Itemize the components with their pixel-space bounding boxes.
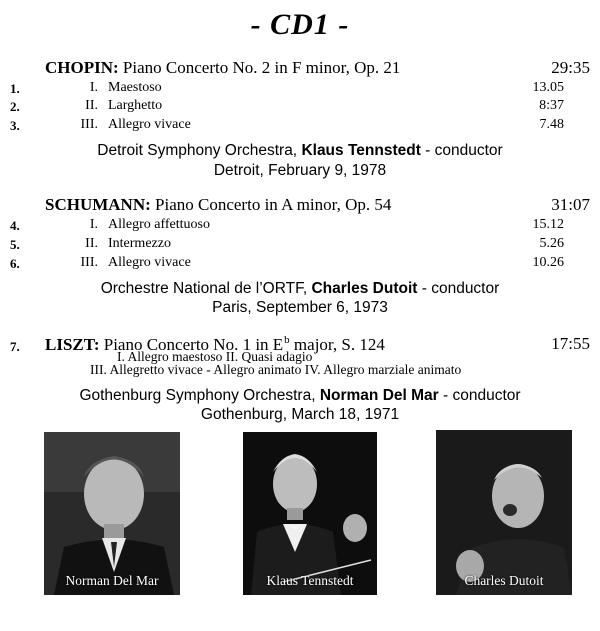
recording-place-date: Paris, September 6, 1973	[212, 299, 388, 316]
movement-name: Allegro affettuoso	[108, 217, 210, 232]
track-number: 5.	[10, 237, 20, 252]
track-number: 3.	[10, 118, 20, 133]
performers-credit	[0, 280, 600, 298]
photo-klaus-tennstedt	[243, 432, 377, 595]
conductor-role: - conductor	[425, 142, 503, 159]
disc-title: - CD1 -	[250, 8, 350, 41]
track-number: 4.	[10, 218, 20, 233]
track-number: 1.	[10, 81, 20, 96]
movement-number: I.	[89, 217, 98, 232]
recording-place-date: Detroit, February 9, 1978	[213, 162, 387, 179]
orchestra-name: Orchestre National de l’ORTF,	[100, 280, 308, 297]
movement-time: 10.26	[532, 255, 564, 270]
movement-number: III.	[80, 255, 98, 270]
movement-time: 15.12	[532, 217, 564, 232]
performers-credit	[0, 142, 600, 160]
movement-time: 8:37	[539, 98, 564, 113]
movement-name: Larghetto	[108, 98, 163, 113]
photo-charles-dutoit	[436, 430, 572, 595]
movement-number: I.	[89, 80, 98, 95]
track-number: 7.	[10, 339, 20, 354]
movement-name: Allegro vivace	[108, 117, 191, 132]
composer-name: CHOPIN:	[45, 58, 119, 77]
photo-norman-del-mar	[44, 432, 180, 595]
movement-time: 7.48	[539, 117, 564, 132]
work-heading-chopin	[45, 58, 400, 78]
movement-name: Allegro vivace	[108, 255, 191, 270]
work-duration: 29:35	[551, 58, 590, 77]
photo-caption: Klaus Tennstedt	[266, 573, 354, 588]
work-title: Piano Concerto No. 1 in E	[103, 335, 284, 354]
movements-line: I. Allegro maestoso II. Quasi adagio	[117, 349, 313, 364]
portrait-image	[243, 432, 377, 595]
portrait-image	[44, 432, 180, 595]
orchestra-name: Gothenburg Symphony Orchestra,	[79, 387, 316, 404]
photo-caption: Charles Dutoit	[464, 573, 544, 588]
work-title-key: major, S. 124	[293, 335, 385, 354]
movement-name: Intermezzo	[108, 236, 171, 251]
work-heading-schumann	[45, 195, 391, 215]
conductor-role: - conductor	[443, 387, 521, 404]
movement-time: 13.05	[532, 80, 564, 95]
photo-caption: Norman Del Mar	[65, 573, 159, 588]
orchestra-name: Detroit Symphony Orchestra,	[97, 142, 298, 159]
flat-sign: b	[284, 334, 290, 346]
conductor-name: Klaus Tennstedt	[301, 142, 421, 159]
movement-number: III.	[80, 117, 98, 132]
composer-name: SCHUMANN:	[45, 195, 151, 214]
movements-line: III. Allegretto vivace - Allegro animato IV. Allegro marziale animato	[90, 362, 462, 377]
conductor-role: - conductor	[421, 280, 500, 297]
conductor-name: Charles Dutoit	[311, 280, 418, 297]
composer-name: LISZT:	[45, 335, 100, 354]
work-title: Piano Concerto in A minor, Op. 54	[155, 195, 392, 214]
movement-number: II.	[85, 98, 98, 113]
movement-name: Maestoso	[108, 80, 162, 95]
conductor-name: Norman Del Mar	[319, 387, 439, 404]
work-title: Piano Concerto No. 2 in F minor, Op. 21	[122, 58, 401, 77]
work-duration: 31:07	[551, 195, 590, 214]
movement-number: II.	[85, 236, 98, 251]
track-number: 6.	[10, 256, 20, 271]
recording-place-date: Gothenburg, March 18, 1971	[200, 406, 400, 423]
movement-time: 5.26	[539, 236, 564, 251]
track-number: 2.	[10, 99, 20, 114]
portrait-image	[436, 430, 572, 595]
performers-credit	[0, 387, 600, 405]
work-duration: 17:55	[551, 334, 590, 353]
